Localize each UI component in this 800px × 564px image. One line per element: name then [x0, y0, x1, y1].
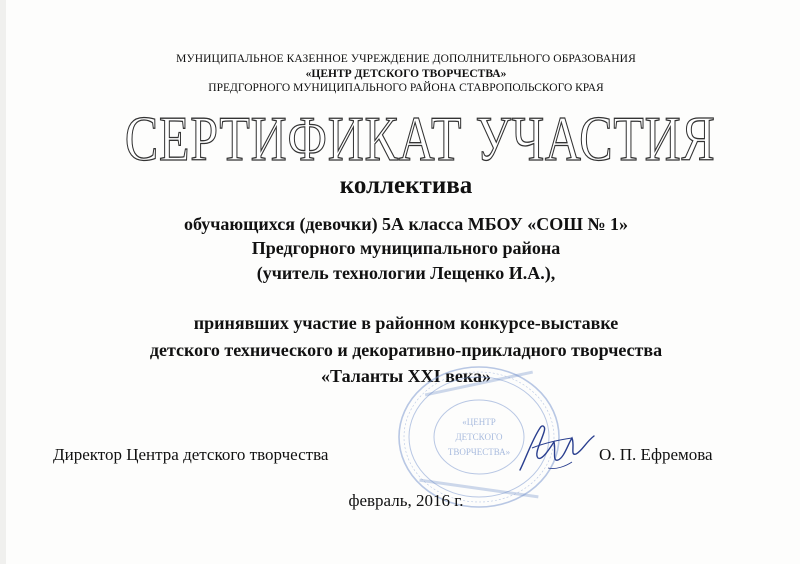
- recipient-heading: коллектива: [339, 172, 473, 199]
- certificate-title: СЕРТИФИКАТ УЧАСТИЯ: [124, 103, 716, 174]
- recipient-line-1: обучающихся (девочки) 5А класса МБОУ «СОШ № 1»: [183, 214, 629, 234]
- recipient-line-2: Предгорного муниципального района: [251, 238, 561, 258]
- event-line-1: принявших участие в районном конкурсе-выставке: [193, 313, 619, 333]
- director-signature: [512, 418, 602, 478]
- issue-date: февраль, 2016 г.: [348, 491, 464, 510]
- organization-line-2: «ЦЕНТР ДЕТСКОГО ТВОРЧЕСТВА»: [305, 68, 507, 80]
- recipient-line-3: (учитель технологии Лещенко И.А.),: [256, 263, 556, 283]
- event-line-2: детского технического и декоративно-прикладного творчества: [149, 340, 663, 360]
- svg-text:ДЕТСКОГО: ДЕТСКОГО: [455, 432, 503, 442]
- director-position: Директор Центра детского творчества: [53, 445, 329, 464]
- svg-text:«ЦЕНТР: «ЦЕНТР: [462, 417, 496, 427]
- svg-text:ТВОРЧЕСТВА»: ТВОРЧЕСТВА»: [447, 447, 511, 457]
- organization-line-1: МУНИЦИПАЛЬНОЕ КАЗЕННОЕ УЧРЕЖДЕНИЕ ДОПОЛНИТЕЛЬНОГО ОБРАЗОВАНИЯ: [176, 53, 636, 65]
- organization-line-3: ПРЕДГОРНОГО МУНИЦИПАЛЬНОГО РАЙОНА СТАВРОПОЛЬСКОГО КРАЯ: [208, 82, 604, 94]
- event-line-3: «Таланты XXI века»: [321, 366, 491, 386]
- director-name: О. П. Ефремова: [599, 445, 713, 464]
